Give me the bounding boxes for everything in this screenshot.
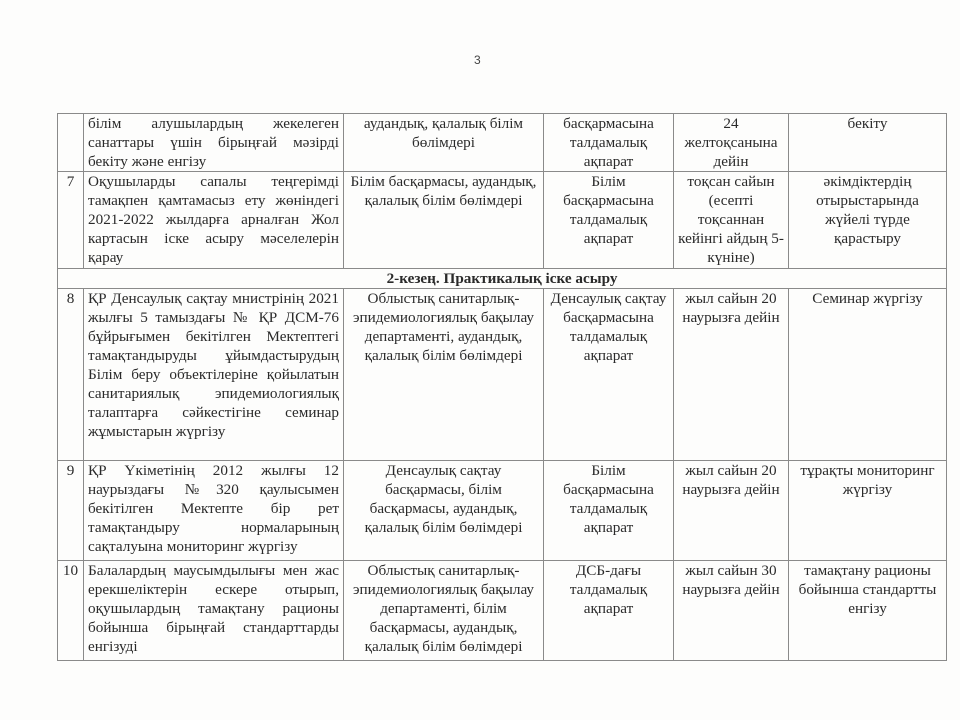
row-completion-form: басқармасына талдамалық ақпарат (544, 114, 674, 172)
row-description: ҚР Денсаулық сақтау мнистрінің 2021 жылғы 5 тамыздағы № ҚР ДСМ-76 бұйрығымен бекітілген Мектептегі тамақтандыруды ұйымдастырудың Білім беру объектілеріне қойылатын санитариялық эпидемиологиялық талаптарға сәйкестігіне семинар жұмыстарын жүргізу (84, 289, 344, 461)
row-expected-result: бекіту (789, 114, 947, 172)
row-deadline: жыл сайын 30 наурызға дейін (674, 561, 789, 661)
row-expected-result: тұрақты мониторинг жүргізу (789, 461, 947, 561)
page-number: 3 (474, 53, 481, 67)
table-row (58, 561, 947, 661)
row-expected-result: тамақтану рационы бойынша стандартты енгізу (789, 561, 947, 661)
row-responsible: Облыстық санитарлық-эпидемиологиялық бақылау департаменті, білім басқармасы, аудандық, қалалық білім бөлімдері (344, 561, 544, 661)
row-number (58, 114, 84, 172)
table-row (58, 114, 947, 172)
row-completion-form: Денсаулық сақтау басқармасына талдамалық ақпарат (544, 289, 674, 461)
row-completion-form: ДСБ-дағы талдамалық ақпарат (544, 561, 674, 661)
row-responsible: Денсаулық сақтау басқармасы, білім басқармасы, аудандық, қалалық білім бөлімдері (344, 461, 544, 561)
table-row (58, 461, 947, 561)
row-description: ҚР Үкіметінің 2012 жылғы 12 наурыздағы №320 қаулысымен бекітілген Мектепте бір рет тамақтандыру нормаларының сақталуына мониторинг жүргізу (84, 461, 344, 561)
row-deadline: жыл сайын 20 наурызға дейін (674, 289, 789, 461)
row-number: 7 (58, 172, 84, 269)
row-responsible: аудандық, қалалық білім бөлімдері (344, 114, 544, 172)
action-plan-table (57, 113, 947, 661)
table-row (58, 172, 947, 269)
row-description: Оқушыларды сапалы теңгерімді тамақпен қамтамасыз ету жөніндегі 2021-2022 жылдарға арналған Жол картасын іске асыру мәселелерін қарау (84, 172, 344, 269)
row-deadline: 24 желтоқсанына дейін (674, 114, 789, 172)
row-responsible: Білім басқармасы, аудандық, қалалық білім бөлімдері (344, 172, 544, 269)
row-number: 8 (58, 289, 84, 461)
row-number: 9 (58, 461, 84, 561)
row-expected-result: Семинар жүргізу (789, 289, 947, 461)
row-expected-result: әкімдіктердің отырыстарында жүйелі түрде қарастыру (789, 172, 947, 269)
row-deadline: жыл сайын 20 наурызға дейін (674, 461, 789, 561)
section-header: 2-кезең. Практикалық іске асыру (58, 269, 947, 289)
row-description: білім алушылардың жекелеген санаттары үшін бірыңғай мәзірді бекіту және енгізу (84, 114, 344, 172)
row-responsible: Облыстық санитарлық-эпидемиологиялық бақылау департаменті, аудандық, қалалық білім бөлімдері (344, 289, 544, 461)
row-description: Балалардың маусымдылығы мен жас ерекшеліктерін ескере отырып, оқушылардың тамақтану рационы бойынша бірыңғай стандарттарды енгізуді (84, 561, 344, 661)
table-row (58, 289, 947, 461)
row-completion-form: Білім басқармасына талдамалық ақпарат (544, 172, 674, 269)
row-number: 10 (58, 561, 84, 661)
row-completion-form: Білім басқармасына талдамалық ақпарат (544, 461, 674, 561)
section-row (58, 269, 947, 289)
row-deadline: тоқсан сайын (есепті тоқсаннан кейінгі айдың 5-күніне) (674, 172, 789, 269)
